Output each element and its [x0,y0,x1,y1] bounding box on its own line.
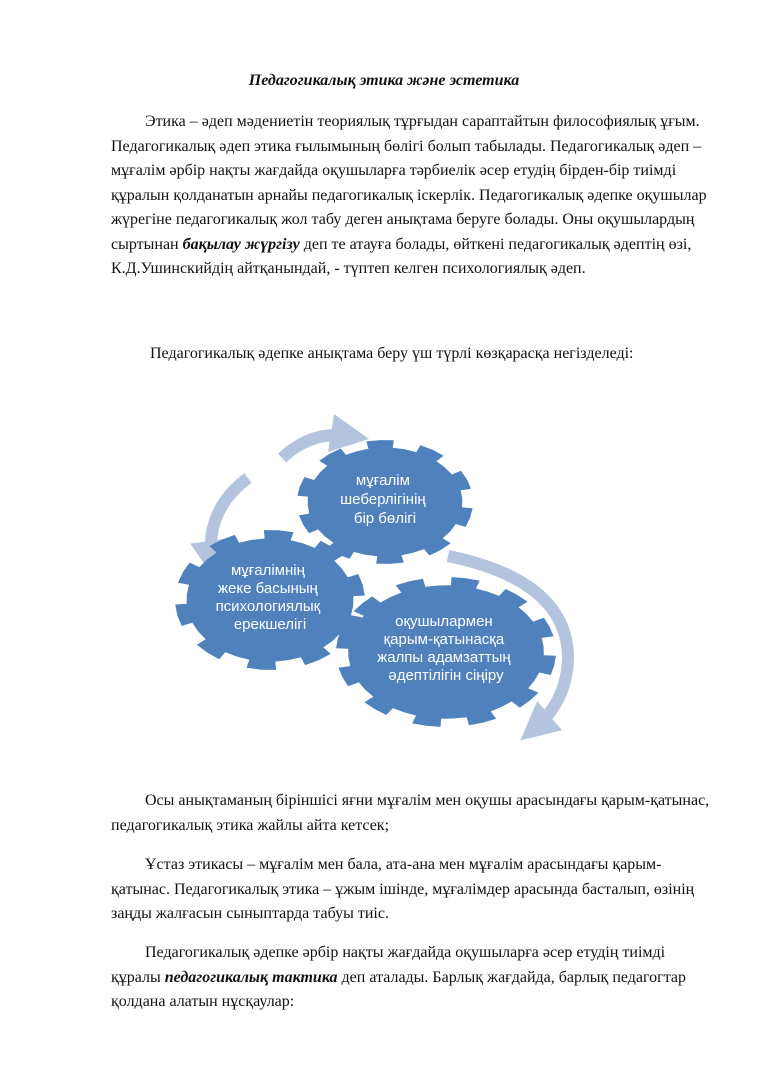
gear-right-line: жалпы адамзаттың [377,649,511,666]
paragraph-pedagogical-tactics [111,941,711,1015]
gear-left-line: психологиялық [215,598,321,615]
gear-right-line: әдептілігін сіңіру [388,667,504,684]
emphasis-text: педагогикалық тактика [164,968,338,986]
gear-top-line: шеберлігінің [340,491,426,508]
document-title: Педагогикалық этика және эстетика [248,72,520,89]
gear-right-label [377,613,515,684]
gear-right-line: қарым-қатынасқа [383,631,505,648]
gear-right-line: оқушылармен [395,613,493,630]
paragraph-text: Педагогикалық әдепке әрбір нақты жағдайда оқушыларға әсер етудің тиімді құралы [111,944,666,986]
gear-top-line: мұғалім [355,472,410,489]
gear-top-line: бір бөлігі [353,510,417,527]
intro-line: Педагогикалық әдепке анықтама беру үш түрлі көзқарасқа негізделеді: [150,345,634,362]
paragraph-text: Этика – әдеп мәдениетін теориялық тұрғыдан сараптайтын философиялық ұғым. Педагогикалық әдеп этика ғылымының бөлігі болып табылады. Педагогикалық әдеп – мұғалім әрбір нақты жағдайда оқушыларға тәрбиелік әсер етудің бірден-бір тиімді құралын қолданатын арнайы педагогикалық іскерлік. Педагогикалық әдепке оқушылар жүрегіне педагогикалық жол табу деген анықтама беруге болады. Оны оқушылардың сыртынан [111,113,707,253]
emphasis-text: бақылау жүргізу [182,235,300,253]
gear-left-line: ерекшелігі [233,616,307,633]
paragraph-teacher-ethics: Ұстаз этикасы – мұғалім мен бала, ата-ана мен мұғалім арасындағы қарым-қатынас. Педагогикалық этика – ұжым ішінде, мұғалімдер арасында басталып, өзінің заңды жалғасын сыныптарда табуы тиіс. [111,856,695,922]
paragraph-first-definition: Осы анықтаманың біріншісі яғни мұғалім мен оқушы арасындағы қарым-қатынас, педагогикалық этика жайлы айта кетсек; [111,792,710,834]
paragraph-text: деп аталады. Барлық жағдайда, барлық педагогтар қолдана алатын нұсқаулар: [111,968,687,1010]
paragraph-text: деп те атауға болады, өйткені педагогикалық әдептің өзі, К.Д.Ушинскийдің айтқанындай, - түптеп келген психологиялық әдеп. [111,235,692,277]
gear-left-line: жеке басының [217,580,318,597]
gear-left-line: мұғалімнің [230,562,305,579]
